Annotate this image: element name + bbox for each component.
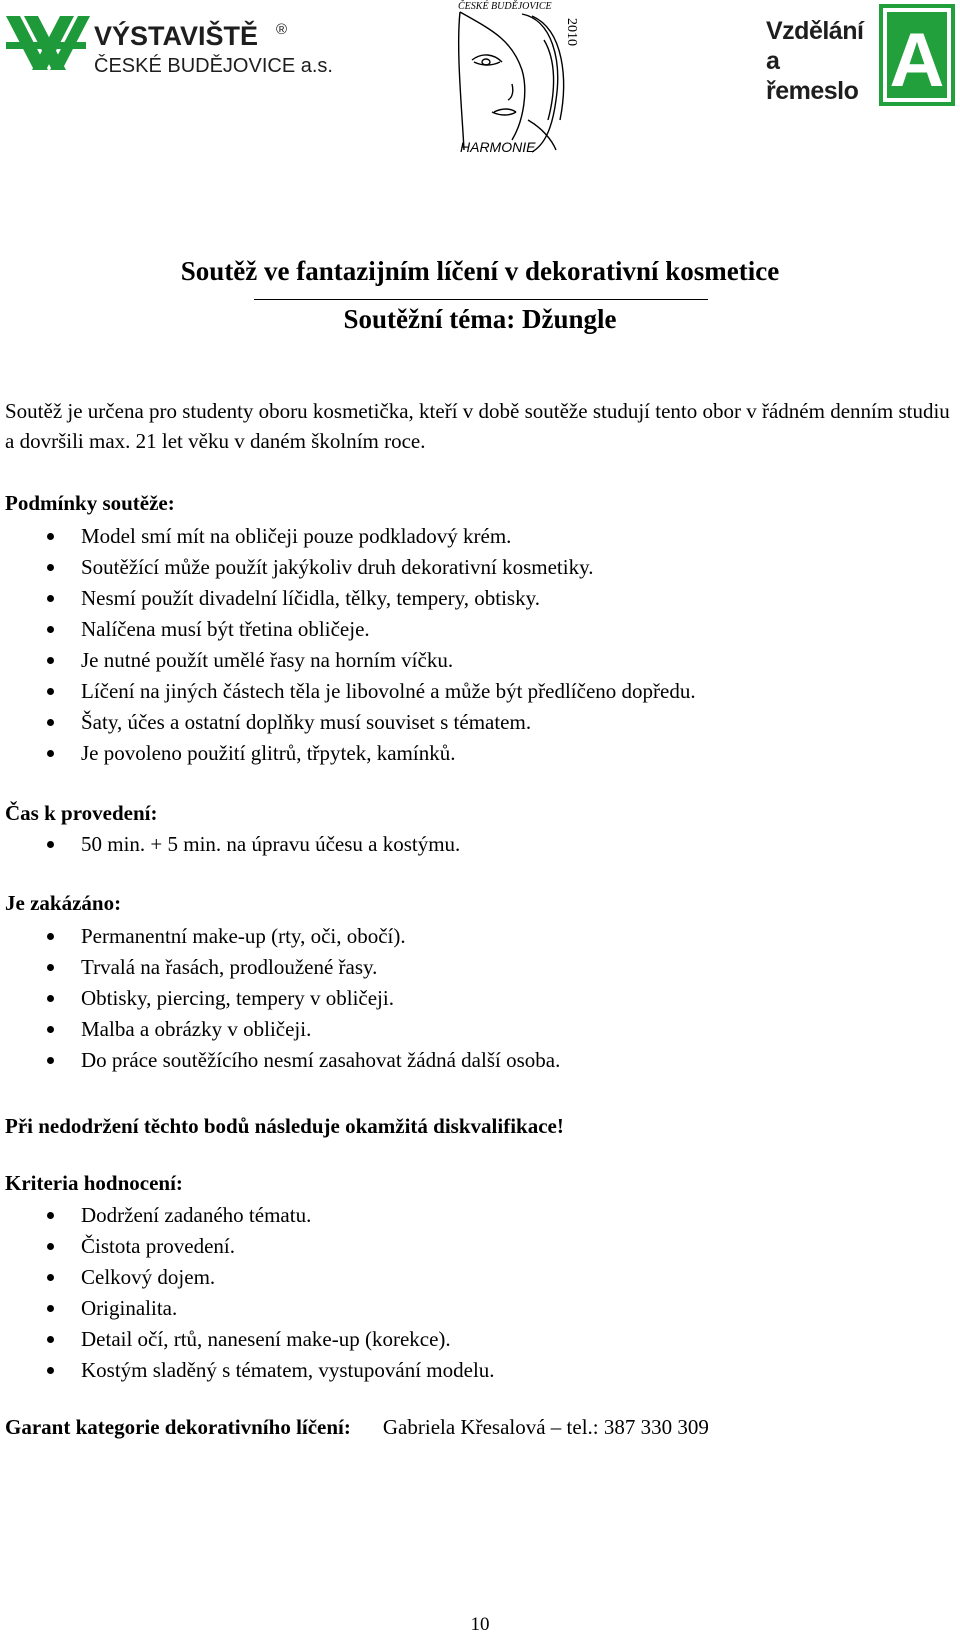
- list-item: 50 min. + 5 min. na úpravu účesu a kostýmu.: [0, 829, 940, 860]
- vystaviste-name: VÝSTAVIŠTĚ: [94, 21, 259, 51]
- garant-label: Garant kategorie dekorativního líčení:: [5, 1415, 351, 1439]
- harmonie-top-text: ČESKÉ BUDĚJOVICE: [458, 1, 552, 12]
- bullet-icon: [47, 688, 54, 695]
- list-item: Trvalá na řasách, prodloužené řasy.: [0, 952, 940, 983]
- list-item: Dodržení zadaného tématu.: [0, 1200, 940, 1231]
- vzdelani-line3: řemeslo: [766, 77, 859, 105]
- harmonie-logo: [452, 0, 586, 164]
- list-item: Soutěžící může použít jakýkoliv druh dekorativní kosmetiky.: [0, 552, 940, 583]
- vzdelani-line2: a: [766, 47, 780, 75]
- list-item: Šaty, účes a ostatní doplňky musí souviset s tématem.: [0, 707, 940, 738]
- vystaviste-logo: [4, 12, 333, 80]
- list-item: Obtisky, piercing, tempery v obličeji.: [0, 983, 940, 1014]
- bullet-icon: [47, 750, 54, 757]
- bullet-icon: [47, 1274, 54, 1281]
- theme-title: Soutěžní téma: Džungle: [343, 304, 617, 334]
- vystaviste-city: ČESKÉ BUDĚJOVICE a.s.: [94, 55, 333, 77]
- garant-line: [5, 1412, 709, 1442]
- bullet-icon: [47, 1212, 54, 1219]
- bullet-icon: [47, 1243, 54, 1250]
- bullet-icon: [47, 1367, 54, 1374]
- registered-mark: ®: [276, 21, 288, 38]
- list-item: Model smí mít na obličeji pouze podkladový krém.: [0, 521, 940, 552]
- page-title: Soutěž ve fantazijním líčení v dekorativní kosmetice: [180, 256, 780, 286]
- forbidden-list: [0, 921, 940, 1076]
- bullet-icon: [47, 1057, 54, 1064]
- bullet-icon: [47, 533, 54, 540]
- time-list: [0, 829, 940, 860]
- bullet-icon: [47, 626, 54, 633]
- face-sketch-icon: [459, 12, 564, 152]
- list-item: Nesmí použít divadelní líčidla, tělky, tempery, obtisky.: [0, 583, 940, 614]
- list-item: Líčení na jiných částech těla je libovolné a může být předlíčeno dopředu.: [0, 676, 940, 707]
- list-item: Celkový dojem.: [0, 1262, 940, 1293]
- vzdelani-a-icon: [879, 4, 955, 106]
- harmonie-bottom-text: HARMONIE: [460, 139, 536, 155]
- list-item: Malba a obrázky v obličeji.: [0, 1014, 940, 1045]
- bullet-icon: [47, 1305, 54, 1312]
- criteria-heading: Kriteria hodnocení:: [5, 1171, 183, 1195]
- page-number: 10: [470, 1614, 490, 1635]
- vzdelani-remeslo-logo: [766, 4, 956, 106]
- svg-text:A: A: [889, 18, 945, 103]
- criteria-list: [0, 1200, 940, 1386]
- title-divider: [254, 299, 708, 300]
- list-item: Detail očí, rtů, nanesení make-up (korekce).: [0, 1324, 940, 1355]
- vystaviste-mark-icon: [6, 16, 90, 70]
- list-item: Originalita.: [0, 1293, 940, 1324]
- list-item: Do práce soutěžícího nesmí zasahovat žádná další osoba.: [0, 1045, 940, 1076]
- bullet-icon: [47, 964, 54, 971]
- time-heading: Čas k provedení:: [5, 801, 158, 825]
- list-item: Je povoleno použití glitrů, třpytek, kamínků.: [0, 738, 940, 769]
- bullet-icon: [47, 995, 54, 1002]
- bullet-icon: [47, 841, 54, 848]
- list-item: Je nutné použít umělé řasy na horním víčku.: [0, 645, 940, 676]
- harmonie-year: 2010: [564, 18, 579, 46]
- intro-paragraph: Soutěž je určena pro studenty oboru kosmetička, kteří v době soutěže studují tento obor v řádném denním studiu a dovršili max. 21 let věku v daném školním roce.: [5, 399, 950, 453]
- conditions-list: [0, 521, 940, 769]
- bullet-icon: [47, 595, 54, 602]
- conditions-heading: Podmínky soutěže:: [5, 491, 175, 515]
- bullet-icon: [47, 719, 54, 726]
- forbidden-heading: Je zakázáno:: [5, 891, 122, 915]
- list-item: Nalíčena musí být třetina obličeje.: [0, 614, 940, 645]
- list-item: Permanentní make-up (rty, oči, obočí).: [0, 921, 940, 952]
- bullet-icon: [47, 1336, 54, 1343]
- list-item: Čistota provedení.: [0, 1231, 940, 1262]
- bullet-icon: [47, 1026, 54, 1033]
- list-item: Kostým sladěný s tématem, vystupování modelu.: [0, 1355, 940, 1386]
- vzdelani-line1: Vzdělání: [766, 17, 864, 45]
- garant-contact: Gabriela Křesalová – tel.: 387 330 309: [382, 1415, 709, 1439]
- bullet-icon: [47, 657, 54, 664]
- disqualification-warning: Při nedodržení těchto bodů následuje okamžitá diskvalifikace!: [5, 1114, 564, 1138]
- bullet-icon: [47, 564, 54, 571]
- bullet-icon: [47, 933, 54, 940]
